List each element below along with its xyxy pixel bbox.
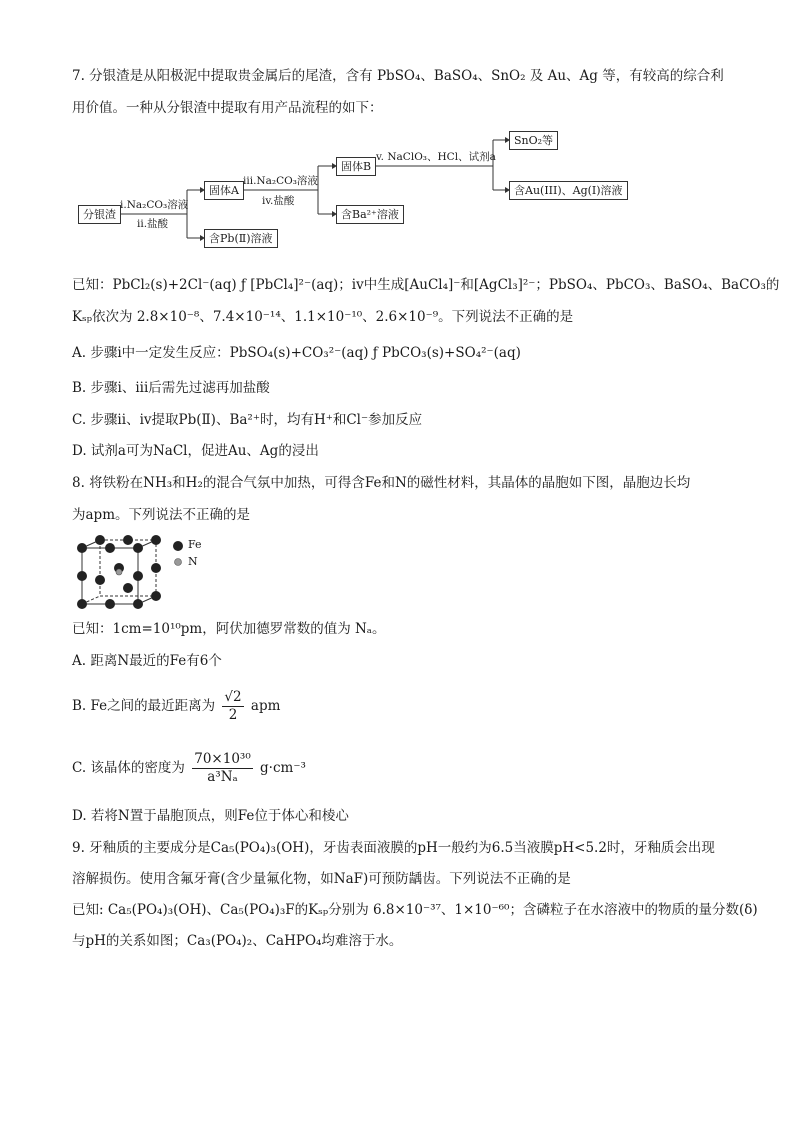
q7-stem-line2: 用价值。一种从分银渣中提取有用产品流程的如下： <box>72 100 383 116</box>
q7-option-b: B. 步骤ⅰ、iii后需先过滤再加盐酸 <box>72 380 270 396</box>
q8-option-b-numerator: √2 <box>224 689 242 705</box>
q8-option-b-fraction <box>222 689 243 724</box>
crystal-cell-diagram <box>74 530 214 610</box>
q7-option-a-text1: A. 步骤ⅰ中一定发生反应：PbSO₄(s)+ <box>72 345 302 361</box>
flow-solid-b-box: 固体B <box>336 157 376 176</box>
q8-known: 已知：1cm=10¹⁰pm，阿伏加德罗常数的值为 Nₐ。 <box>72 621 386 637</box>
q8-option-d: D. 若将N置于晶胞顶点，则Fe位于体心和棱心 <box>72 808 349 824</box>
q7-option-c: C. 步骤ii、iv提取Pb(Ⅱ)、Ba²⁺时，均有H⁺和Cl⁻参加反应 <box>72 412 423 428</box>
legend-fe-label: Fe <box>188 538 202 551</box>
q8-option-b-denominator: 2 <box>228 707 238 723</box>
q7-stem-line1: 7. 分银渣是从阳极泥中提取贵金属后的尾渣，含有 PbSO₄、BaSO₄、SnO₂ 及 Au、Ag 等，有较高的综合利 <box>72 68 724 84</box>
flow-step4-label: iv.盐酸 <box>262 195 295 207</box>
q7-option-a <box>72 343 734 363</box>
flow-au-ag-box: 含Au(III)、Ag(I)溶液 <box>509 181 628 200</box>
flow-start-box: 分银渣 <box>78 205 121 224</box>
q8-option-c-text: C. 该晶体的密度为 <box>72 760 185 776</box>
q7-known-line2: Kₛₚ依次为 2.8×10⁻⁸、7.4×10⁻¹⁴、1.1×10⁻¹⁰、2.6×10⁻⁹。下列说法不正确的是 <box>72 309 574 325</box>
flow-step2-label: ii.盐酸 <box>137 218 169 230</box>
q9-known-line1: 已知: Ca₅(PO₄)₃(OH)、Ca₅(PO₄)₃F的Kₛₚ分别为 6.8×10⁻³⁷、1×10⁻⁶⁰；含磷粒子在水溶液中的物质的量分数(δ) <box>72 902 758 918</box>
q8-option-b-text: B. Fe之间的最近距离为 <box>72 698 216 714</box>
q7-known-line1: 已知：PbCl₂(s)+2Cl⁻(aq) ƒ [PbCl₄]²⁻(aq)；iv中生成[AuCl₄]⁻和[AgCl₃]²⁻；PbSO₄、PbCO₃、BaSO₄、BaCO₃的 <box>72 277 780 293</box>
legend-n-label: N <box>188 555 198 568</box>
q8-option-b <box>72 686 734 726</box>
q7-option-a-text3: (aq) <box>493 345 521 361</box>
q9-stem-line2: 溶解损伤。使用含氟牙膏(含少量氟化物，如NaF)可预防龋齿。下列说法不正确的是 <box>72 871 571 887</box>
flow-step5-label: v. NaClO₃、HCl、试剂a <box>376 151 496 163</box>
flow-sno2-box: SnO₂等 <box>509 131 558 150</box>
q8-option-c-numerator: 70×10³⁰ <box>194 751 251 767</box>
flow-step3-label: iii.Na₂CO₃溶液 <box>243 175 318 187</box>
q9-stem-line1: 9. 牙釉质的主要成分是Ca₅(PO₄)₃(OH)，牙齿表面液膜的pH一般约为6.5当液膜pH<5.2时，牙釉质会出现 <box>72 840 715 856</box>
q8-stem-line1: 8. 将铁粉在NH₃和H₂的混合气氛中加热，可得含Fe和N的磁性材料，其晶体的晶胞如下图，晶胞边长均 <box>72 475 691 491</box>
q9-known-line2: 与pH的关系如图；Ca₃(PO₄)₂、CaHPO₄均难溶于水。 <box>72 933 403 949</box>
q7-option-d: D. 试剂a可为NaCl，促进Au、Ag的浸出 <box>72 443 319 459</box>
flow-ba-solution-box: 含Ba²⁺溶液 <box>336 205 404 224</box>
q8-option-c-denominator: a³Nₐ <box>207 769 238 785</box>
q7-option-a-so4: SO₄²⁻ <box>455 345 494 361</box>
q7-option-a-co3: CO₃²⁻ <box>301 345 342 361</box>
q8-stem-line2: 为apm。下列说法不正确的是 <box>72 507 250 523</box>
q7-option-a-text2: (aq) ƒ PbCO₃(s)+ <box>341 345 456 361</box>
q8-option-c-fraction <box>192 751 253 786</box>
q8-option-c <box>72 748 734 788</box>
flow-solid-a-box: 固体A <box>204 181 244 200</box>
q8-option-b-unit: apm <box>250 698 281 714</box>
flow-pb-solution-box: 含Pb(Ⅱ)溶液 <box>204 229 278 248</box>
flow-step1-label: i.Na₂CO₃溶液 <box>120 199 189 211</box>
q8-option-c-unit: g·cm⁻³ <box>260 760 306 776</box>
q8-option-a: A. 距离N最近的Fe有6个 <box>72 653 222 669</box>
